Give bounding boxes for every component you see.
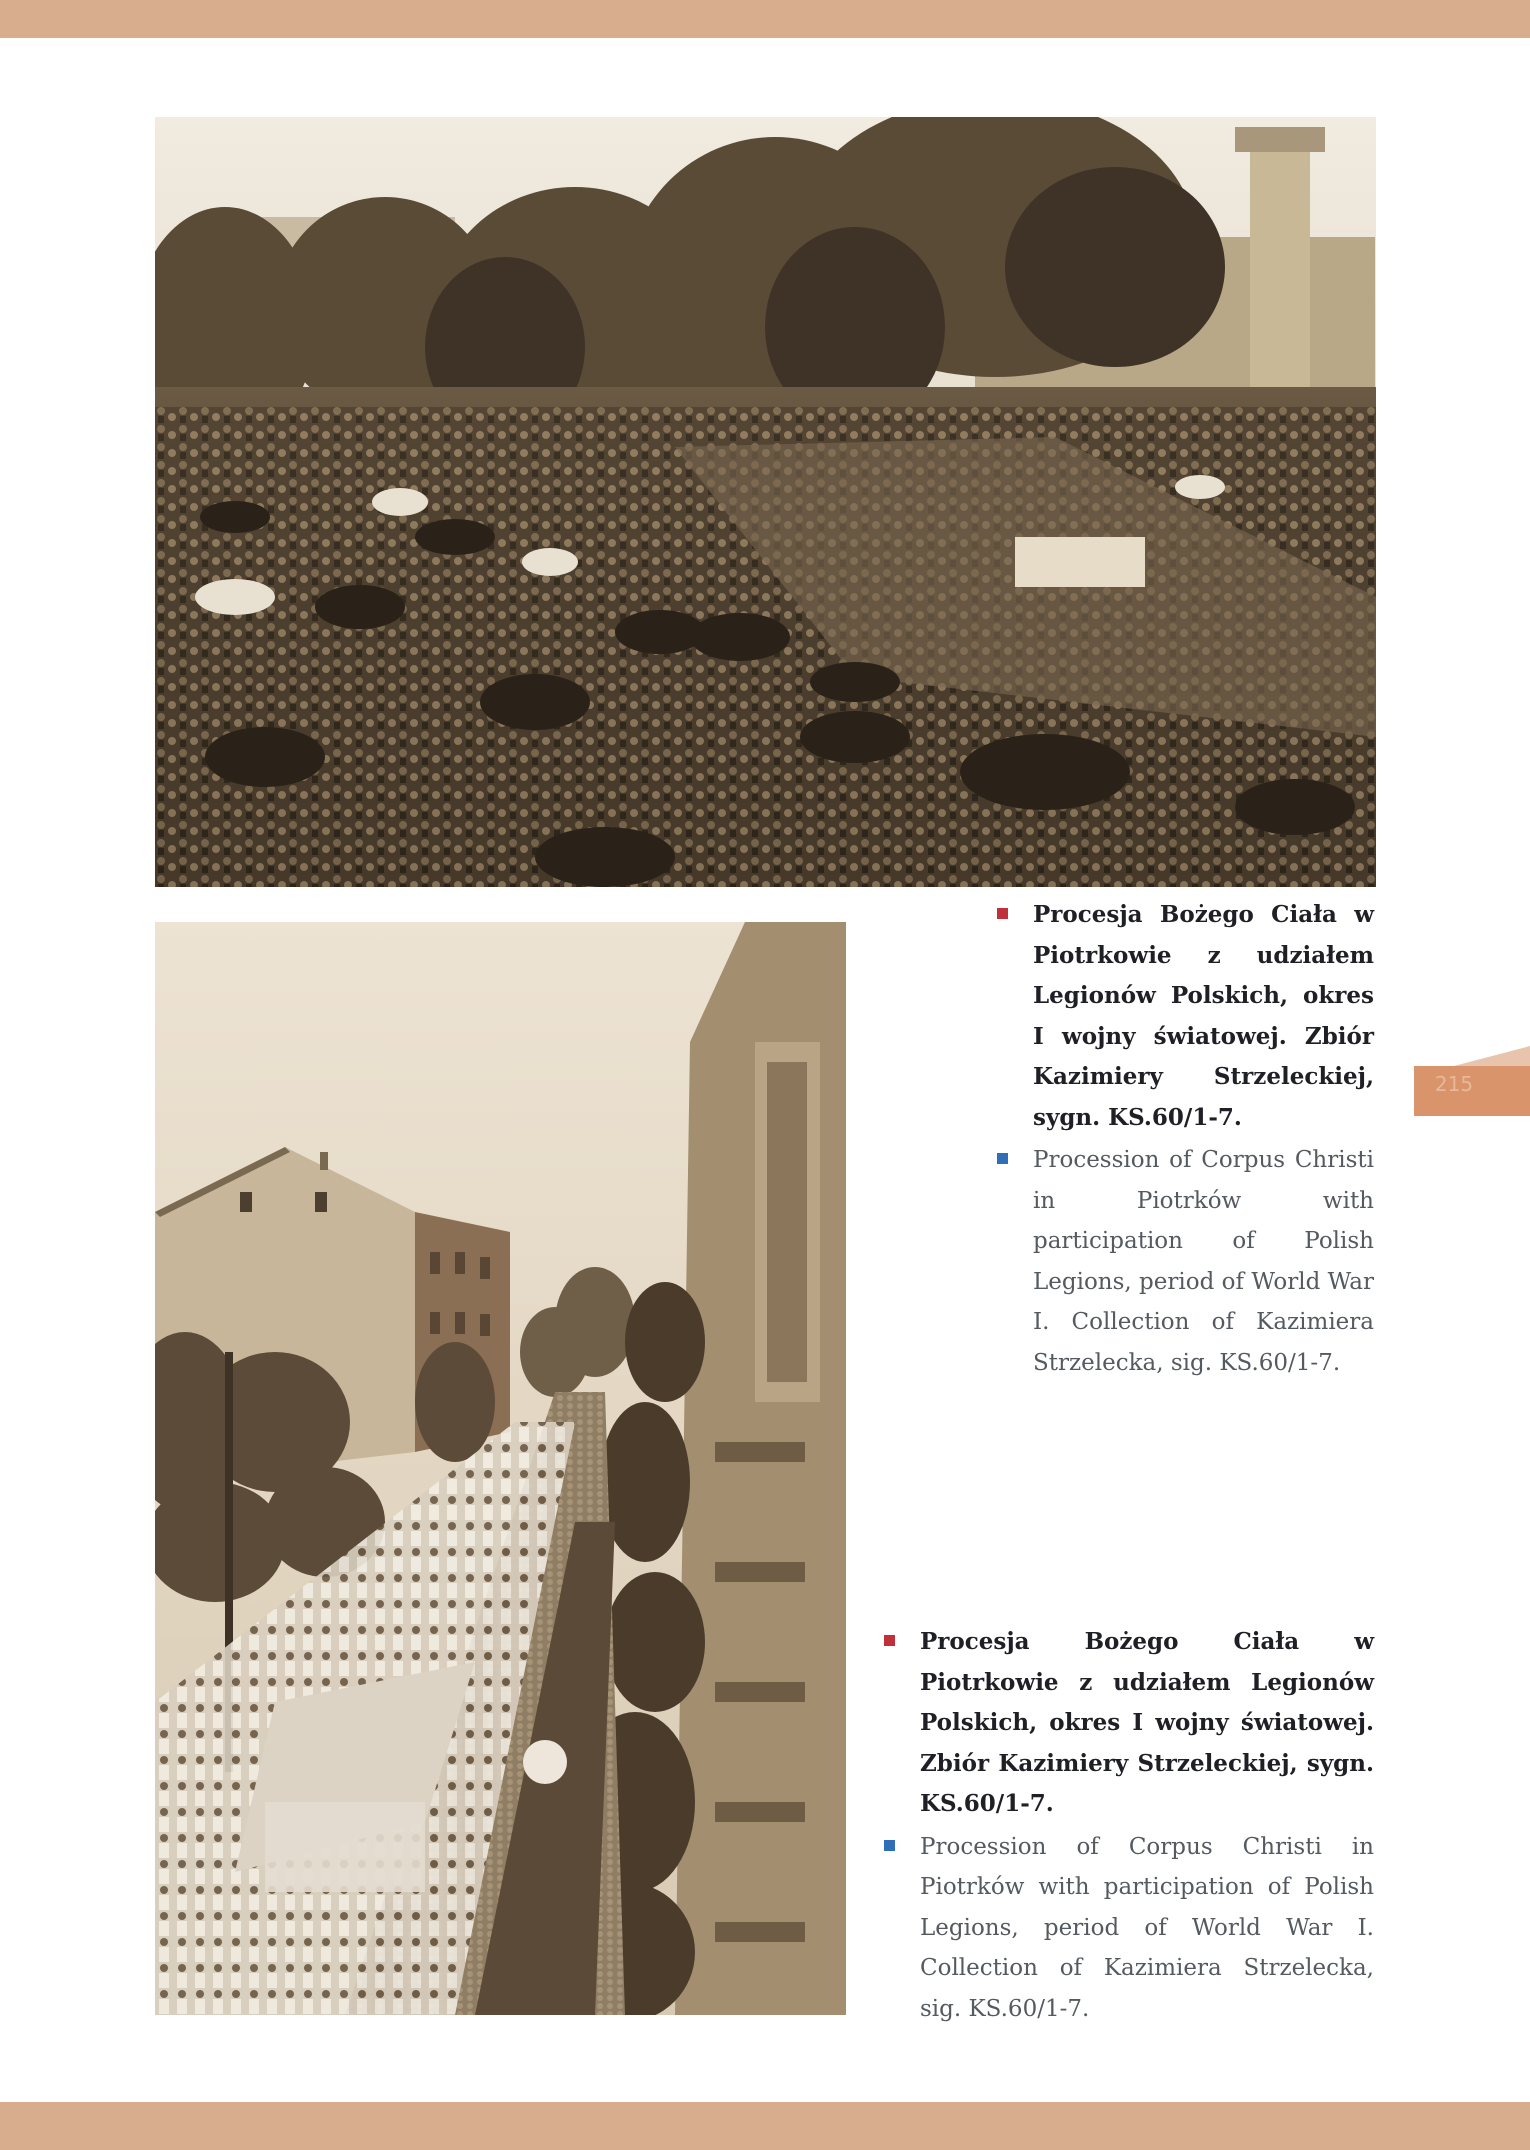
page-number-tab bbox=[1414, 1046, 1530, 1116]
caption-text-english: Procession of Corpus Christi in Piotrków with participation of Polish Legions, period of World War I. Collection of Kazimiera Strzelecka, sig. KS.60/1-7. bbox=[1033, 1147, 1374, 1376]
sepia-photo-crowd bbox=[155, 117, 1376, 887]
caption-entry-polish bbox=[997, 895, 1374, 1138]
caption-photo-bottom bbox=[884, 1622, 1374, 2029]
caption-entry-english bbox=[884, 1827, 1374, 2030]
top-color-band bbox=[0, 0, 1530, 38]
sepia-photo-street bbox=[155, 922, 846, 2015]
bottom-color-band bbox=[0, 2102, 1530, 2150]
photo-procession-street bbox=[155, 922, 846, 2015]
blue-square-marker bbox=[997, 1153, 1008, 1164]
caption-entry-english bbox=[997, 1140, 1374, 1383]
caption-text-english: Procession of Corpus Christi in Piotrków with participation of Polish Legions, period of World War I. Collection of Kazimiera Strzelecka, sig. KS.60/1-7. bbox=[920, 1833, 1374, 2022]
blue-square-marker bbox=[884, 1840, 895, 1851]
photo-procession-square bbox=[155, 117, 1376, 887]
red-square-marker bbox=[884, 1635, 895, 1646]
caption-entry-polish bbox=[884, 1622, 1374, 1825]
page-number: 215 bbox=[1434, 1072, 1474, 1096]
caption-text-polish: Procesja Bożego Ciała w Piotrkowie z udziałem Legionów Polskich, okres I wojny światowej. Zbiór Kazimiery Strzeleckiej, sygn. KS.60/1-7. bbox=[1033, 901, 1374, 1131]
caption-text-polish: Procesja Bożego Ciała w Piotrkowie z udziałem Legionów Polskich, okres I wojny światowej. Zbiór Kazimiery Strzeleckiej, sygn. KS.60/1-7. bbox=[920, 1628, 1374, 1817]
caption-photo-top bbox=[997, 895, 1374, 1383]
red-square-marker bbox=[997, 908, 1008, 919]
